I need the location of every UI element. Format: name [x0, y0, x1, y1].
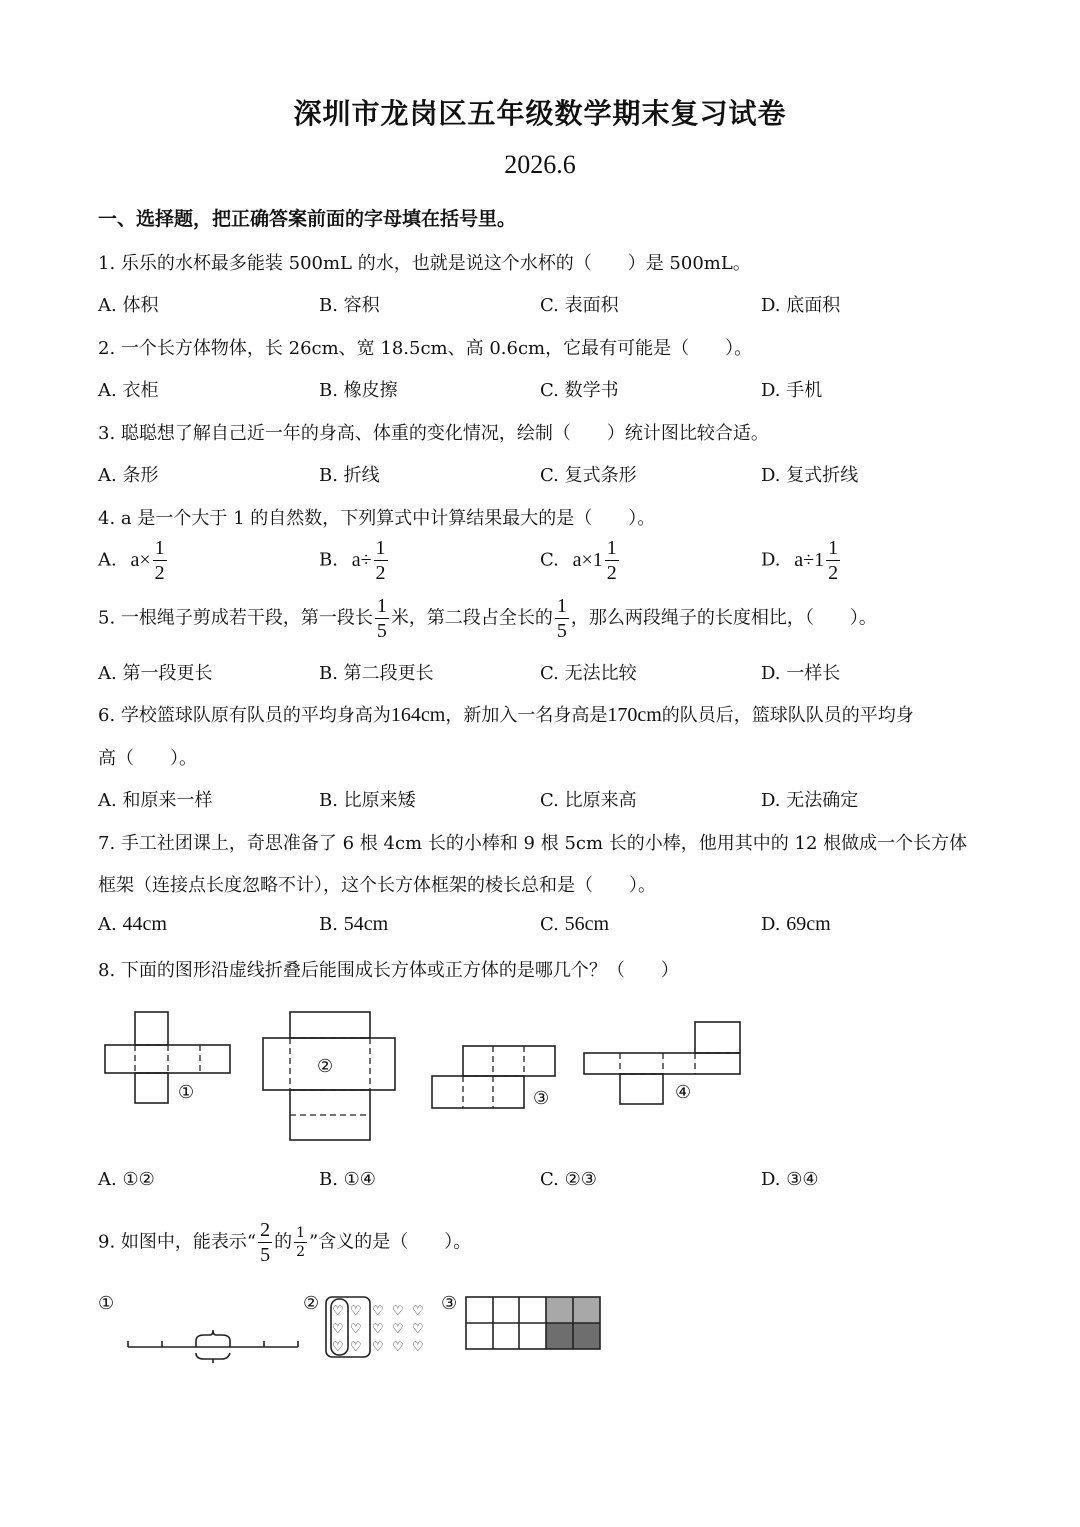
fraction [605, 538, 619, 583]
question-text: 5. 一根绳子剪成若干段，第一段长 [98, 607, 373, 629]
math-expression: a÷1 [794, 548, 825, 571]
fraction [555, 596, 569, 641]
numerator: 1 [296, 1225, 306, 1241]
q8-option-c: C. ②③ [540, 1169, 597, 1190]
net-1 [105, 1012, 230, 1103]
option-label: D. [761, 914, 781, 935]
q5-option-a: A. 第一段更长 [98, 663, 213, 684]
q5-option-b: B. 第二段更长 [319, 663, 434, 684]
q5-option-d: D. 一样长 [761, 663, 841, 684]
question-text: 的 [274, 1231, 293, 1253]
cube-nets-figure [0, 1000, 1080, 1150]
net-2 [263, 1012, 395, 1140]
q7-option-c [540, 913, 609, 936]
q2-option-c: C. 数学书 [540, 380, 619, 401]
option-label: A. [98, 549, 117, 571]
denominator: 2 [606, 562, 617, 584]
fraction [294, 1226, 307, 1259]
math-expression: a× [130, 548, 151, 571]
svg-text:♡: ♡ [332, 1340, 344, 1355]
q6-option-b: B. 比原来矮 [319, 790, 416, 811]
question-8: 8. 下面的图形沿虚线折叠后能围成长方体或正方体的是哪几个？（ ） [98, 960, 679, 981]
option-label: A. [98, 914, 117, 935]
fraction [826, 538, 840, 583]
denominator: 5 [556, 620, 567, 642]
option-value: 69cm [786, 913, 831, 935]
numerator: 1 [376, 595, 387, 617]
option-label: C. [540, 549, 559, 571]
q1-option-d: D. 底面积 [761, 295, 841, 316]
fraction-meaning-figure [0, 1285, 1080, 1375]
denominator: 2 [154, 562, 165, 584]
net-label: ② [317, 1056, 334, 1077]
height-value: 170cm [607, 704, 662, 726]
fraction [258, 1220, 272, 1265]
page-title: 深圳市龙岗区五年级数学期末复习试卷 [293, 97, 787, 130]
question-text: 米，第二段占全长的 [390, 607, 553, 629]
figure-label: ③ [441, 1293, 458, 1314]
svg-text:♡: ♡ [412, 1322, 424, 1337]
net-label: ① [178, 1082, 195, 1103]
math-expression: a×1 [572, 548, 603, 571]
numerator: 1 [154, 537, 165, 559]
option-label: D. [761, 549, 781, 571]
q8-option-b: B. ①④ [319, 1169, 376, 1190]
option-value: 56cm [564, 913, 610, 935]
svg-text:♡: ♡ [332, 1304, 344, 1319]
numerator: 2 [260, 1219, 271, 1241]
svg-text:♡: ♡ [412, 1340, 424, 1355]
svg-text:♡: ♡ [392, 1322, 404, 1337]
option-value: 44cm [122, 913, 167, 935]
net-label: ④ [675, 1082, 692, 1103]
height-value: 164cm [390, 704, 446, 726]
question-1: 1. 乐乐的水杯最多能装 500mL 的水，也就是说这个水杯的（ ）是 500mL。 [98, 253, 751, 274]
q2-option-d: D. 手机 [761, 380, 823, 401]
fraction [153, 538, 167, 583]
svg-text:♡: ♡ [372, 1340, 384, 1355]
q8-option-d: D. ③④ [761, 1169, 819, 1190]
q6-option-c: C. 比原来高 [540, 790, 637, 811]
option-value: 54cm [343, 913, 389, 935]
numerator: 1 [606, 537, 617, 559]
figure-label: ① [98, 1293, 115, 1314]
svg-text:♡: ♡ [372, 1304, 384, 1319]
svg-text:♡: ♡ [372, 1322, 384, 1337]
question-2: 2. 一个长方体物体，长 26cm、宽 18.5cm、高 0.6cm，它最有可能是（ ）。 [98, 338, 753, 359]
svg-text:♡: ♡ [350, 1340, 362, 1355]
figure-label: ② [303, 1293, 320, 1314]
grid-figure [441, 1293, 600, 1349]
question-5 [98, 596, 877, 641]
numerator: 1 [375, 537, 386, 559]
q3-option-c: C. 复式条形 [540, 465, 637, 486]
q3-option-a: A. 条形 [98, 465, 159, 486]
q6-option-a: A. 和原来一样 [98, 790, 213, 811]
q8-option-a: A. ①② [98, 1169, 155, 1190]
question-text: 6. 学校篮球队原有队员的平均身高为 [98, 705, 391, 726]
svg-text:♡: ♡ [412, 1304, 424, 1319]
q1-option-c: C. 表面积 [540, 295, 619, 316]
option-label: B. [319, 549, 338, 571]
question-text: ，新加入一名身高是 [445, 705, 608, 726]
net-4 [584, 1022, 740, 1104]
q1-option-b: B. 容积 [319, 295, 380, 316]
question-9 [98, 1220, 471, 1265]
question-text: ，那么两段绳子的长度相比，（ ）。 [570, 607, 877, 629]
fraction [375, 596, 389, 641]
q3-option-d: D. 复式折线 [761, 465, 859, 486]
segment-figure [98, 1293, 298, 1363]
q6-option-d: D. 无法确定 [761, 790, 859, 811]
q2-option-a: A. 衣柜 [98, 380, 159, 401]
denominator: 5 [260, 1244, 271, 1266]
denominator: 2 [828, 562, 839, 584]
question-text: 的队员后，篮球队队员的平均身 [661, 705, 914, 726]
svg-text:♡: ♡ [392, 1340, 404, 1355]
question-3: 3. 聪聪想了解自己近一年的身高、体重的变化情况，绘制（ ）统计图比较合适。 [98, 423, 769, 444]
hearts-figure [303, 1293, 424, 1357]
denominator: 2 [375, 562, 386, 584]
numerator: 1 [828, 537, 839, 559]
question-6-line2: 高（ ）。 [98, 748, 197, 769]
question-text: ”含义的是（ ）。 [309, 1231, 472, 1253]
net-3 [432, 1046, 555, 1109]
question-text: 9. 如图中，能表示“ [98, 1231, 257, 1253]
svg-text:♡: ♡ [350, 1322, 362, 1337]
denominator: 5 [376, 620, 387, 642]
net-label: ③ [533, 1088, 550, 1109]
svg-text:♡: ♡ [332, 1322, 344, 1337]
question-7-line2: 框架（连接点长度忽略不计），这个长方体框架的棱长总和是（ ）。 [98, 875, 656, 896]
q4-option-c [540, 538, 621, 583]
q7-option-a [98, 913, 167, 936]
q1-option-a: A. 体积 [98, 295, 159, 316]
q4-option-d [761, 538, 842, 583]
q7-option-d [761, 913, 831, 936]
q5-option-c: C. 无法比较 [540, 663, 637, 684]
svg-text:♡: ♡ [350, 1304, 362, 1319]
option-label: C. [540, 914, 559, 935]
svg-text:♡: ♡ [392, 1304, 404, 1319]
section-heading: 一、选择题，把正确答案前面的字母填在括号里。 [98, 208, 517, 230]
question-6 [98, 701, 914, 727]
question-4: 4. a 是一个大于 1 的自然数，下列算式中计算结果最大的是（ ）。 [98, 508, 656, 529]
fraction [374, 538, 388, 583]
q7-option-b [319, 913, 388, 936]
denominator: 2 [296, 1244, 306, 1260]
q3-option-b: B. 折线 [319, 465, 380, 486]
option-label: B. [319, 914, 338, 935]
numerator: 1 [556, 595, 567, 617]
question-7: 7. 手工社团课上，奇思准备了 6 根 4cm 长的小棒和 9 根 5cm 长的小棒，他用其中的 12 根做成一个长方体 [98, 833, 968, 854]
exam-date: 2026.6 [504, 150, 576, 179]
q2-option-b: B. 橡皮擦 [319, 380, 398, 401]
q4-option-b [319, 538, 390, 583]
q4-option-a [98, 538, 169, 583]
math-expression: a÷ [351, 548, 372, 571]
